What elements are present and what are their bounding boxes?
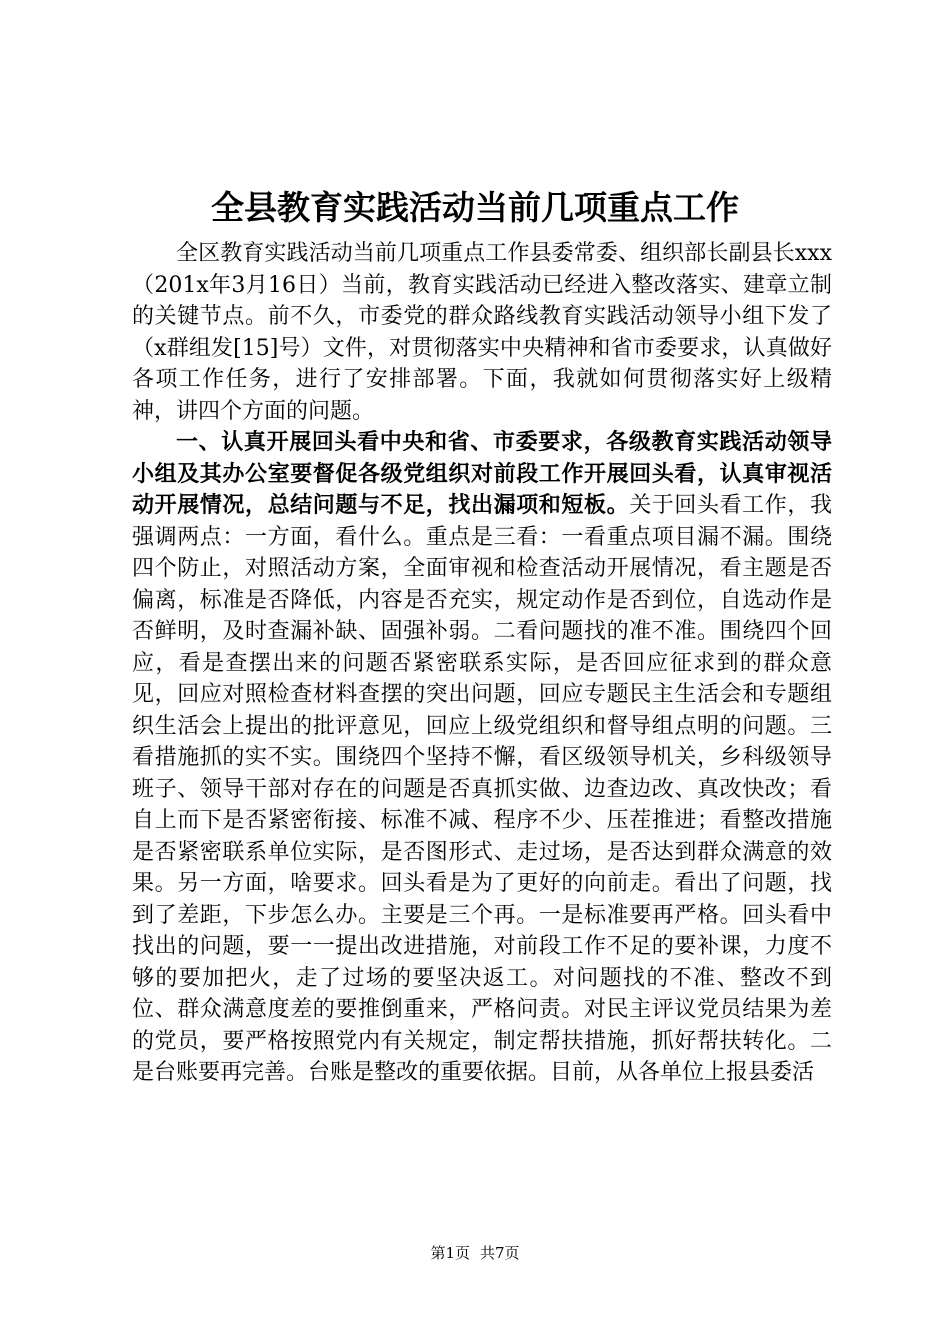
- paragraph-section-one: [132, 427, 832, 1089]
- page-number: 第1页: [430, 1244, 470, 1262]
- page-total: 共7页: [480, 1244, 520, 1262]
- section-one-heading: 一、认真开展回头看中央和省、市委要求，各级教育实践活动领导小组及其办公室要督促各级党组织对前段工作开展回头看，认真审视活动开展情况，总结问题与不足，找出漏项和短板。: [132, 430, 832, 518]
- paragraph-intro: [132, 238, 832, 427]
- document-body: [132, 238, 832, 1089]
- page-footer: [0, 1242, 950, 1264]
- section-one-text: 关于回头看工作，我强调两点：一方面，看什么。重点是三看：一看重点项目漏不漏。围绕四个防止，对照活动方案，全面审视和检查活动开展情况，看主题是否偏离，标准是否降低，内容是否充实，规定动作是否到位，自选动作是否鲜明，及时查漏补缺、固强补弱。二看问题找的准不准。围绕四个回应，看是查摆出来的问题否紧密联系实际，是否回应征求到的群众意见，回应对照检查材料查摆的突出问题，回应专题民主生活会和专题组织生活会上提出的批评意见，回应上级党组织和督导组点明的问题。三看措施抓的实不实。围绕四个坚持不懈，看区级领导机关，乡科级领导班子、领导干部对存在的问题是否真抓实做、边查边改、真改快改；看自上而下是否紧密衔接、标准不减、程序不少、压茬推进；看整改措施是否紧密联系单位实际，是否图形式、走过场，是否达到群众满意的效果。另一方面，啥要求。回头看是为了更好的向前走。看出了问题，找到了差距，下步怎么办。主要是三个再。一是标准要再严格。回头看中找出的问题，要一一提出改进措施，对前段工作不足的要补课，力度不够的要加把火，走了过场的要坚决返工。对问题找的不准、整改不到位、群众满意度差的要推倒重来，严格问责。对民主评议党员结果为差的党员，要严格按照党内有关规定，制定帮扶措施，抓好帮扶转化。二是台账要再完善。台账是整改的重要依据。目前，从各单位上报县委活: [132, 493, 832, 1085]
- paragraph-intro-text: 全区教育实践活动当前几项重点工作县委常委、组织部长副县长xxx（201x年3月16日）当前，教育实践活动已经进入整改落实、建章立制的关键节点。前不久，市委党的群众路线教育实践活动领导小组下发了（x群组发[15]号）文件，对贯彻落实中央精神和省市委要求，认真做好各项工作任务，进行了安排部署。下面，我就如何贯彻落实好上级精神，讲四个方面的问题。: [132, 241, 832, 424]
- document-title: 全县教育实践活动当前几项重点工作: [211, 188, 739, 227]
